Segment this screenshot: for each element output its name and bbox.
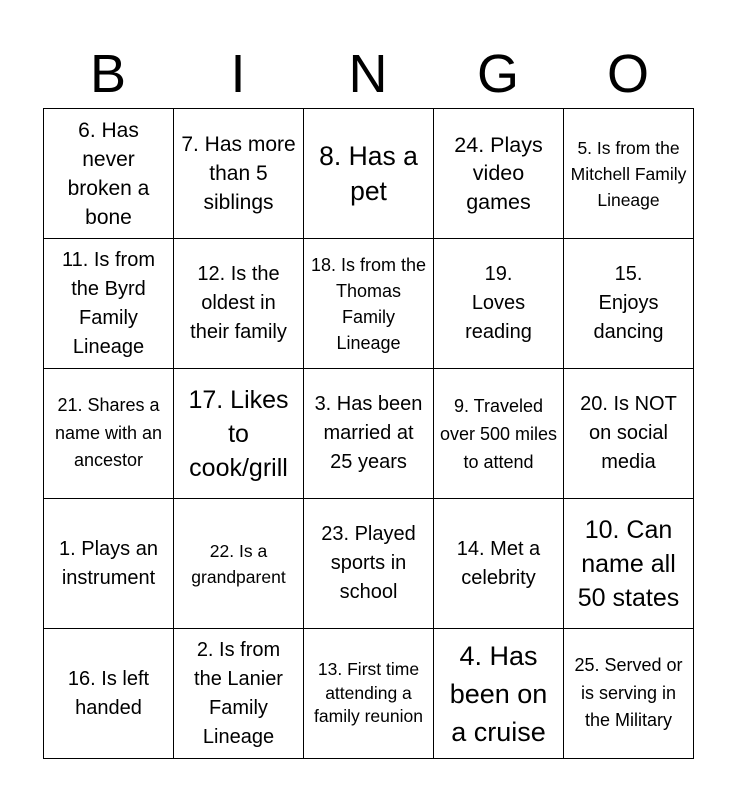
- bingo-cell[interactable]: [174, 629, 304, 759]
- cell-text: 4. Has been on a cruise: [449, 640, 548, 747]
- bingo-cell[interactable]: [304, 499, 434, 629]
- bingo-cell[interactable]: [304, 369, 434, 499]
- cell-text: 7. Has more than 5 siblings: [181, 133, 296, 214]
- bingo-cell[interactable]: [434, 109, 564, 239]
- cell-text: 25. Served or is serving in the Military: [574, 655, 683, 731]
- cell-text: 18. Is from the Thomas Family Lineage: [310, 254, 427, 353]
- bingo-cell[interactable]: [174, 239, 304, 369]
- bingo-cell[interactable]: [44, 109, 174, 239]
- bingo-cell[interactable]: [304, 239, 434, 369]
- bingo-cell[interactable]: [434, 369, 564, 499]
- header-letter-n: N: [348, 44, 388, 104]
- bingo-cell[interactable]: [44, 629, 174, 759]
- board-row: [44, 109, 694, 239]
- cell-text: 1. Plays an instrument: [59, 537, 158, 589]
- bingo-cell[interactable]: [44, 239, 174, 369]
- board-row: [44, 629, 694, 759]
- bingo-cell[interactable]: [44, 499, 174, 629]
- cell-text: 11. Is from the Byrd Family Lineage: [62, 248, 155, 358]
- cell-text: 20. Is NOT on social media: [580, 393, 677, 473]
- cell-text: 12. Is the oldest in their family: [190, 263, 287, 343]
- cell-text: 14. Met a celebrity: [456, 537, 541, 589]
- board-row: [44, 369, 694, 499]
- cell-text: 2. Is from the Lanier Family Lineage: [194, 638, 283, 748]
- header-letter-o: O: [606, 44, 649, 104]
- bingo-header: [43, 40, 693, 108]
- bingo-cell[interactable]: [174, 499, 304, 629]
- cell-text: 16. Is left handed: [67, 667, 150, 719]
- bingo-cell[interactable]: [174, 369, 304, 499]
- header-letter-g: G: [476, 44, 519, 104]
- cell-text: 21. Shares a name with an ancestor: [54, 395, 163, 471]
- cell-text: 10. Can name all 50 states: [577, 515, 680, 612]
- cell-text: 19. Loves reading: [465, 263, 532, 343]
- bingo-cell[interactable]: [434, 629, 564, 759]
- bingo-cell[interactable]: [434, 499, 564, 629]
- bingo-cell[interactable]: [564, 239, 694, 369]
- bingo-cell[interactable]: [434, 239, 564, 369]
- bingo-cell[interactable]: [564, 109, 694, 239]
- board-row: [44, 499, 694, 629]
- bingo-cell[interactable]: [174, 109, 304, 239]
- cell-text: 22. Is a grandparent: [191, 540, 286, 587]
- cell-text: 3. Has been married at 25 years: [314, 393, 423, 473]
- header-letter-i: I: [230, 44, 246, 104]
- cell-text: 17. Likes to cook/grill: [188, 385, 289, 482]
- header-letter-b: B: [89, 44, 127, 104]
- bingo-cell[interactable]: [564, 499, 694, 629]
- board-row: [44, 239, 694, 369]
- cell-text: 13. First time attending a family reunion: [314, 659, 423, 727]
- bingo-cell[interactable]: [564, 369, 694, 499]
- cell-text: 9. Traveled over 500 miles to attend: [439, 395, 558, 472]
- cell-text: 15. Enjoys dancing: [593, 263, 664, 343]
- bingo-cell[interactable]: [44, 369, 174, 499]
- cell-text: 6. Has never broken a bone: [67, 118, 150, 229]
- cell-text: 23. Played sports in school: [321, 523, 416, 603]
- bingo-board: [43, 108, 694, 759]
- cell-text: 24. Plays video games: [454, 132, 543, 214]
- bingo-cell[interactable]: [304, 109, 434, 239]
- cell-text: 8. Has a pet: [319, 141, 418, 206]
- cell-text: 5. Is from the Mitchell Family Lineage: [570, 137, 687, 210]
- bingo-cell[interactable]: [564, 629, 694, 759]
- bingo-cell[interactable]: [304, 629, 434, 759]
